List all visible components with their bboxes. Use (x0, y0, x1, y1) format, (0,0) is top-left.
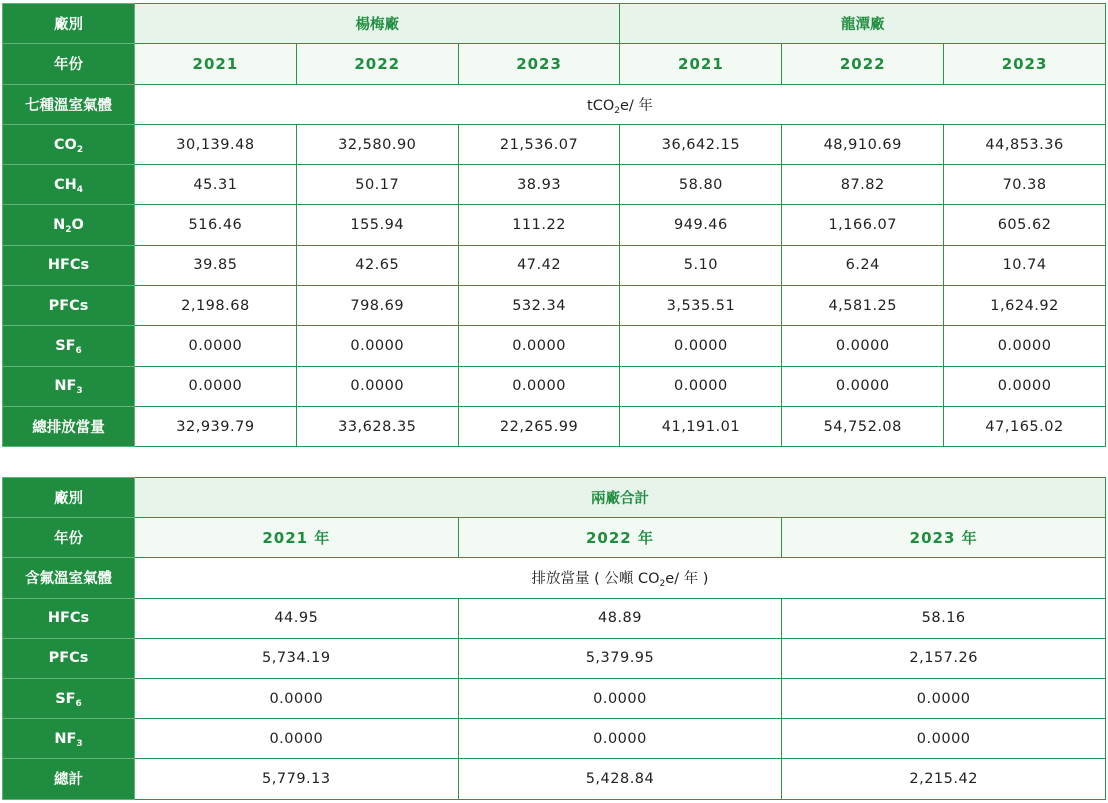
value-cell: 32,939.79 (135, 406, 297, 446)
value-cell: 6.24 (782, 245, 944, 285)
gas-category-label: 含氟溫室氣體 (3, 558, 135, 598)
table-row (3, 719, 1106, 759)
plant-name-combined: 兩廠合計 (135, 478, 1106, 518)
value-cell: 0.0000 (296, 326, 458, 366)
table-row (3, 245, 1106, 285)
value-cell: 516.46 (135, 205, 297, 245)
table-row (3, 678, 1106, 718)
gas-row-label (3, 326, 135, 366)
value-cell: 0.0000 (620, 366, 782, 406)
gas-category-label: 七種溫室氣體 (3, 84, 135, 124)
value-cell: 0.0000 (135, 326, 297, 366)
gas-subscript: 6 (75, 346, 82, 357)
gas-name: SF (55, 338, 76, 355)
value-cell: 0.0000 (782, 326, 944, 366)
gas-name: CH (53, 176, 77, 193)
value-cell: 605.62 (944, 205, 1106, 245)
value-cell: 32,580.90 (296, 124, 458, 164)
gas-row-label (3, 205, 135, 245)
gas-row-label (3, 638, 135, 678)
gas-subscript: 3 (76, 386, 83, 397)
gas-name-tail: O (71, 217, 84, 234)
gas-name: N (53, 217, 66, 234)
unit-prefix: 排放當量 ( 公噸 CO (531, 571, 660, 588)
value-cell: 39.85 (135, 245, 297, 285)
plant-name-yangmei: 楊梅廠 (135, 4, 620, 44)
value-cell: 2,215.42 (782, 759, 1106, 799)
gas-subscript: 2 (76, 144, 84, 155)
value-cell: 47,165.02 (944, 406, 1106, 446)
gas-name: NF (54, 378, 77, 395)
value-cell: 10.74 (944, 245, 1106, 285)
value-cell: 22,265.99 (458, 406, 620, 446)
value-cell: 798.69 (296, 286, 458, 326)
year-cell: 2021 年 (135, 518, 459, 558)
value-cell: 0.0000 (944, 366, 1106, 406)
value-cell: 111.22 (458, 205, 620, 245)
gas-row-label (3, 366, 135, 406)
value-cell: 0.0000 (135, 678, 459, 718)
year-header-row (3, 44, 1106, 84)
value-cell: 41,191.01 (620, 406, 782, 446)
year-cell: 2021 (135, 44, 297, 84)
gas-subscript: 2 (65, 225, 72, 236)
year-header-label: 年份 (3, 518, 135, 558)
value-cell: 44,853.36 (944, 124, 1106, 164)
value-cell: 50.17 (296, 165, 458, 205)
unit-subscript: 2 (659, 579, 666, 590)
gas-row-label (3, 719, 135, 759)
value-cell: 42.65 (296, 245, 458, 285)
table-row (3, 326, 1106, 366)
value-cell: 0.0000 (782, 678, 1106, 718)
value-cell: 54,752.08 (782, 406, 944, 446)
plant-header-row (3, 478, 1106, 518)
value-cell: 5,428.84 (458, 759, 782, 799)
table-row (3, 638, 1106, 678)
unit-subscript: 2 (614, 105, 621, 116)
gas-row-label (3, 245, 135, 285)
value-cell: 70.38 (944, 165, 1106, 205)
value-cell: 38.93 (458, 165, 620, 205)
gas-row-label (3, 678, 135, 718)
value-cell: 0.0000 (458, 326, 620, 366)
value-cell: 532.34 (458, 286, 620, 326)
unit-label (135, 558, 1106, 598)
gas-name: NF (54, 730, 77, 747)
value-cell: 0.0000 (135, 719, 459, 759)
gas-row-label (3, 406, 135, 446)
gas-row-label (3, 759, 135, 799)
year-cell: 2022 (296, 44, 458, 84)
value-cell: 48.89 (458, 598, 782, 638)
year-cell: 2022 年 (458, 518, 782, 558)
gas-name: SF (55, 690, 76, 707)
unit-suffix: e/ 年 (620, 97, 653, 114)
unit-row (3, 84, 1106, 124)
value-cell: 0.0000 (782, 366, 944, 406)
gas-subscript: 6 (75, 698, 82, 709)
year-cell: 2022 (782, 44, 944, 84)
value-cell: 33,628.35 (296, 406, 458, 446)
gas-name: CO (53, 136, 77, 153)
value-cell: 0.0000 (458, 719, 782, 759)
gas-name: 總計 (54, 772, 83, 789)
fluorinated-ghg-combined-table (2, 477, 1106, 800)
year-header-label: 年份 (3, 44, 135, 84)
value-cell: 48,910.69 (782, 124, 944, 164)
value-cell: 1,166.07 (782, 205, 944, 245)
table-row (3, 165, 1106, 205)
value-cell: 2,198.68 (135, 286, 297, 326)
plant-header-row (3, 4, 1106, 44)
value-cell: 0.0000 (135, 366, 297, 406)
table-2-body (3, 598, 1106, 799)
value-cell: 2,157.26 (782, 638, 1106, 678)
gas-row-label (3, 165, 135, 205)
value-cell: 949.46 (620, 205, 782, 245)
gas-subscript: 3 (76, 738, 83, 749)
value-cell: 0.0000 (458, 678, 782, 718)
value-cell: 47.42 (458, 245, 620, 285)
plant-header-label: 廠別 (3, 478, 135, 518)
gas-row-label (3, 286, 135, 326)
gas-row-label (3, 124, 135, 164)
value-cell: 5,779.13 (135, 759, 459, 799)
unit-prefix: tCO (587, 97, 615, 114)
value-cell: 87.82 (782, 165, 944, 205)
value-cell: 0.0000 (620, 326, 782, 366)
value-cell: 4,581.25 (782, 286, 944, 326)
value-cell: 30,139.48 (135, 124, 297, 164)
gas-subscript: 4 (76, 184, 84, 195)
value-cell: 0.0000 (296, 366, 458, 406)
value-cell: 36,642.15 (620, 124, 782, 164)
value-cell: 0.0000 (782, 719, 1106, 759)
value-cell: 5.10 (620, 245, 782, 285)
year-header-row (3, 518, 1106, 558)
value-cell: 58.16 (782, 598, 1106, 638)
value-cell: 58.80 (620, 165, 782, 205)
value-cell: 155.94 (296, 205, 458, 245)
ghg-emissions-by-plant-table (2, 3, 1106, 447)
value-cell: 1,624.92 (944, 286, 1106, 326)
table-row (3, 205, 1106, 245)
year-cell: 2023 (944, 44, 1106, 84)
table-row (3, 366, 1106, 406)
value-cell: 5,379.95 (458, 638, 782, 678)
gas-row-label (3, 598, 135, 638)
table-row (3, 286, 1106, 326)
year-cell: 2023 年 (782, 518, 1106, 558)
table-row (3, 759, 1106, 799)
unit-row (3, 558, 1106, 598)
gas-name: PFCs (48, 297, 89, 314)
gas-name: HFCs (47, 257, 90, 274)
value-cell: 5,734.19 (135, 638, 459, 678)
gas-name: PFCs (48, 650, 89, 667)
plant-header-label: 廠別 (3, 4, 135, 44)
plant-name-longtan: 龍潭廠 (620, 4, 1106, 44)
table-row (3, 124, 1106, 164)
value-cell: 45.31 (135, 165, 297, 205)
gas-name: HFCs (47, 610, 90, 627)
year-cell: 2023 (458, 44, 620, 84)
year-cell: 2021 (620, 44, 782, 84)
unit-label (135, 84, 1106, 124)
gas-name: 總排放當量 (32, 420, 105, 437)
table-1-body (3, 124, 1106, 446)
value-cell: 0.0000 (944, 326, 1106, 366)
table-row (3, 406, 1106, 446)
value-cell: 21,536.07 (458, 124, 620, 164)
value-cell: 3,535.51 (620, 286, 782, 326)
unit-suffix: e/ 年 ) (665, 571, 709, 588)
value-cell: 44.95 (135, 598, 459, 638)
value-cell: 0.0000 (458, 366, 620, 406)
table-row (3, 598, 1106, 638)
